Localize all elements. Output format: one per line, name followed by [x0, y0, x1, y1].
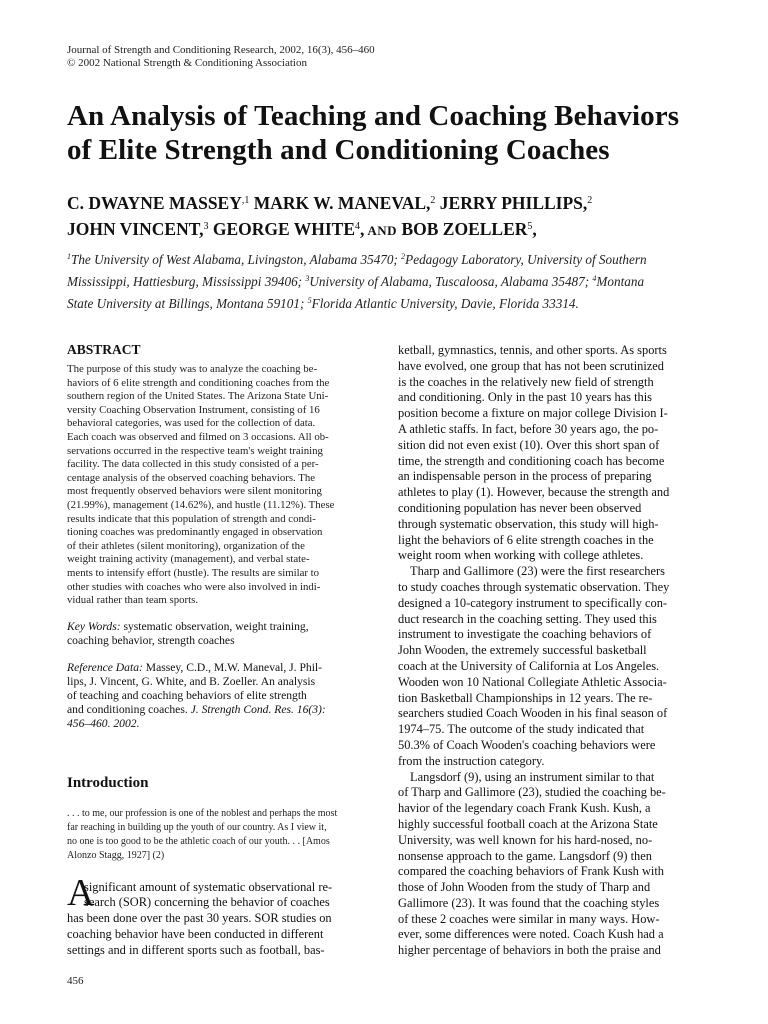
affiliation-marker: 3 — [305, 274, 310, 283]
text-line: 1974–75. The outcome of the study indicated that — [398, 722, 645, 737]
affiliation-line-3 — [67, 291, 717, 313]
text-line: Langsdorf (9), using an instrument similar to that — [410, 769, 655, 784]
author-marker: 3 — [203, 221, 209, 232]
text-line: University, was well known for his hard-nosed, no- — [398, 832, 653, 847]
text-line: those of John Wooden from the study of Tharp and — [398, 880, 651, 895]
affiliation-text: Montana — [596, 274, 645, 289]
text-line: is the coaches in the relatively new field of strength — [398, 374, 654, 389]
author-list — [67, 189, 717, 243]
affiliation-text: University of Alabama, Tuscaloosa, Alabama 35487; — [309, 274, 593, 289]
text-line: coach at the University of California at Los Angeles. — [398, 658, 660, 673]
text-line: weight room when working with college athletes. — [398, 548, 644, 563]
text-line: athletes to play (1). However, because the strength and — [398, 485, 670, 500]
text-line: time, the strength and conditioning coach has become — [398, 453, 665, 468]
text-line: other studies with coaches who were also involved in indi- — [67, 580, 321, 593]
keywords-text: systematic observation, weight training, — [120, 619, 309, 633]
text-line: havior of the legendary coach Frank Kush. Kush, a — [398, 801, 651, 816]
affiliation-marker: 5 — [307, 296, 312, 305]
author-marker: 2 — [587, 195, 593, 206]
text-line: of these 2 coaches were similar in many ways. How- — [398, 911, 660, 926]
reference-line: lips, J. Vincent, G. White, and B. Zoeller. An analysis — [67, 674, 316, 688]
reference-data — [67, 661, 370, 731]
text-line: 50.3% of Coach Wooden's coaching behaviors were — [398, 737, 656, 752]
introduction-body — [67, 871, 370, 959]
text-line: behavioral categories, was used for the collection of data. — [67, 417, 316, 430]
text-line: Each coach was observed and filmed on 3 occasions. All ob- — [67, 430, 329, 443]
text-line: versity Coaching Observation Instrument, consisting of 16 — [67, 403, 320, 416]
author-zoeller: BOB ZOELLER — [397, 219, 528, 239]
text-line: tion Basketball Championships in 12 years. The re- — [398, 690, 653, 705]
text-line: and conditioning. Only in the past 10 years has this — [398, 390, 652, 405]
keywords-line: coaching behavior, strength coaches — [67, 633, 235, 647]
text-line: duct research in the coaching setting. They used this — [398, 611, 657, 626]
text-line: of Tharp and Gallimore (23), studied the coaching be- — [398, 785, 666, 800]
text-line: of their athletes (silent monitoring), organization of the — [67, 539, 305, 552]
text-line: servations occurred in the respective team's weight training — [67, 444, 323, 457]
text-line: John Wooden, the extremely successful basketball — [398, 643, 647, 658]
text-line: most frequently observed behaviors were silent monitoring — [67, 485, 322, 498]
text-line: no one is too good to be the athletic coach of our youth. . . [Amos — [67, 835, 330, 847]
journal-header — [67, 44, 375, 70]
affiliation-line-1 — [67, 247, 717, 269]
author-massey: C. DWAYNE MASSEY — [67, 193, 242, 213]
text-line: higher percentage of behaviors in both the praise and — [398, 943, 661, 958]
text-line: weight training activity (management), and verbal state- — [67, 553, 310, 566]
text-line: . . . to me, our profession is one of the noblest and perhaps the most — [67, 807, 338, 819]
affiliation-text: State University at Billings, Montana 59101; — [67, 296, 308, 311]
reference-text: and conditioning coaches. — [67, 702, 191, 716]
text-line: designed a 10-category instrument to specifically con- — [398, 595, 668, 610]
author-white: GEORGE WHITE — [208, 219, 355, 239]
author-and: AND — [364, 223, 398, 238]
text-line: ever, some differences were noted. Coach Kush had a — [398, 927, 664, 942]
text-line: A athletic staffs. In fact, before 30 years ago, the po- — [398, 421, 659, 436]
journal-citation: Journal of Strength and Conditioning Research, 2002, 16(3), 456–460 — [67, 44, 375, 56]
author-separator: , — [532, 219, 537, 239]
text-line: tioning coaches was predominantly engaged in observation — [67, 526, 323, 539]
author-phillips: JERRY PHILLIPS, — [435, 193, 588, 213]
introduction-heading: Introduction — [67, 774, 149, 791]
text-line: vidual rather than team sports. — [67, 594, 199, 607]
text-line: haviors of 6 elite strength and conditioning coaches from the — [67, 376, 330, 389]
text-line: from the instruction category. — [398, 753, 545, 768]
text-line: ketball, gymnastics, tennis, and other sports. As sports — [398, 343, 667, 357]
text-line: have evolved, one group that has not been scrutinized — [398, 358, 664, 373]
text-line: southern region of the United States. The Arizona State Uni- — [67, 390, 329, 403]
author-line-1 — [67, 189, 717, 215]
text-line: results indicate that this population of strength and condi- — [67, 512, 316, 525]
text-line: facility. The data collected in this study consisted of a per- — [67, 458, 319, 471]
affiliation-marker: 2 — [401, 252, 406, 261]
text-line: Wooden won 10 National Collegiate Athletic Associa- — [398, 674, 667, 689]
intro-continuation — [67, 911, 370, 958]
intro-line: significant amount of systematic observational re- — [84, 879, 333, 894]
left-column — [67, 342, 370, 959]
author-marker: 4 — [355, 221, 360, 232]
affiliation-text: Florida Atlantic University, Davie, Florida 33314. — [311, 296, 579, 311]
text-line: instrument to investigate the coaching behaviors of — [398, 627, 652, 642]
text-line: position become a fixture on major college Division I- — [398, 406, 668, 421]
keywords — [67, 620, 370, 648]
reference-journal: J. Strength Cond. Res. 16(3): — [190, 702, 326, 716]
text-line: through systematic observation, this study will high- — [398, 516, 659, 531]
author-vincent: JOHN VINCENT, — [67, 219, 204, 239]
intro-line: search (SOR) concerning the behavior of coaches — [84, 895, 330, 910]
text-line: (21.99%), management (14.62%), and hustle (11.12%). These — [67, 498, 335, 511]
author-marker: ,1 — [241, 195, 250, 206]
text-line: sition did not even exist (10). Over this short span of — [398, 437, 660, 452]
text-line: an indispensable person in the process of preparing — [398, 469, 652, 484]
text-line: Gallimore (23). It was found that the coaching styles — [398, 895, 660, 910]
title-line-2: of Elite Strength and Conditioning Coaches — [67, 134, 610, 166]
title-line-1: An Analysis of Teaching and Coaching Behaviors — [67, 100, 680, 132]
author-maneval: MARK W. MANEVAL, — [249, 193, 431, 213]
affiliations — [67, 247, 717, 313]
text-line: nonsense approach to the game. Langsdorf (9) then — [398, 848, 652, 863]
text-line: compared the coaching behaviors of Frank Kush with — [398, 864, 664, 879]
text-line: centage analysis of the observed coaching behaviors. The — [67, 471, 316, 484]
reference-line — [67, 661, 370, 675]
drop-cap: A — [67, 871, 95, 914]
affiliation-text: Pedagogy Laboratory, University of Southern — [405, 252, 647, 267]
text-line: conditioning population has never been observed — [398, 500, 642, 515]
author-marker: 2 — [430, 195, 436, 206]
copyright-notice: © 2002 National Strength & Conditioning Association — [67, 57, 307, 69]
affiliation-line-2 — [67, 269, 717, 291]
reference-label: Reference Data: — [67, 660, 143, 674]
affiliation-text: The University of West Alabama, Livingston, Alabama 35470; — [71, 252, 402, 267]
text-line: Tharp and Gallimore (23) were the first researchers — [410, 564, 665, 579]
reference-line: 456–460. 2002. — [67, 716, 140, 730]
affiliation-text: Mississippi, Hattiesburg, Mississippi 39406; — [67, 274, 306, 289]
text-line: has been done over the past 30 years. SOR studies on — [67, 911, 332, 926]
author-line-2 — [67, 215, 717, 243]
keywords-line — [67, 620, 370, 634]
epigraph-quote — [67, 807, 370, 863]
text-line: Alonzo Stagg, 1927] (2) — [67, 849, 165, 861]
text-line: searchers studied Coach Wooden in his final season of — [398, 706, 668, 721]
reference-text: Massey, C.D., M.W. Maneval, J. Phil- — [142, 660, 323, 674]
reference-line: of teaching and coaching behaviors of elite strength — [67, 688, 307, 702]
right-column — [398, 343, 701, 959]
text-line: settings and in different sports such as football, bas- — [67, 942, 325, 957]
text-line: to study coaches through systematic observation. They — [398, 579, 670, 594]
text-line: coaching behavior have been conducted in different — [67, 927, 324, 942]
text-line: highly successful football coach at the Arizona State — [398, 816, 658, 831]
text-line: light the behaviors of 6 elite strength coaches in the — [398, 532, 654, 547]
text-line: The purpose of this study was to analyze the coaching be- — [67, 363, 318, 375]
abstract-heading: ABSTRACT — [67, 342, 141, 357]
reference-line — [67, 703, 370, 717]
page-number: 456 — [67, 975, 84, 987]
keywords-label: Key Words: — [67, 619, 121, 633]
text-line: ments to intensify effort (hustle). The results are similar to — [67, 566, 320, 579]
text-line: far reaching in building up the youth of our country. As I view it, — [67, 821, 327, 833]
affiliation-marker: 4 — [592, 274, 597, 283]
right-column-body — [398, 343, 701, 959]
article-title — [67, 99, 717, 167]
author-marker: 5 — [527, 221, 533, 232]
abstract-body — [67, 363, 370, 608]
author-separator: , — [360, 219, 365, 239]
affiliation-marker: 1 — [67, 252, 71, 261]
